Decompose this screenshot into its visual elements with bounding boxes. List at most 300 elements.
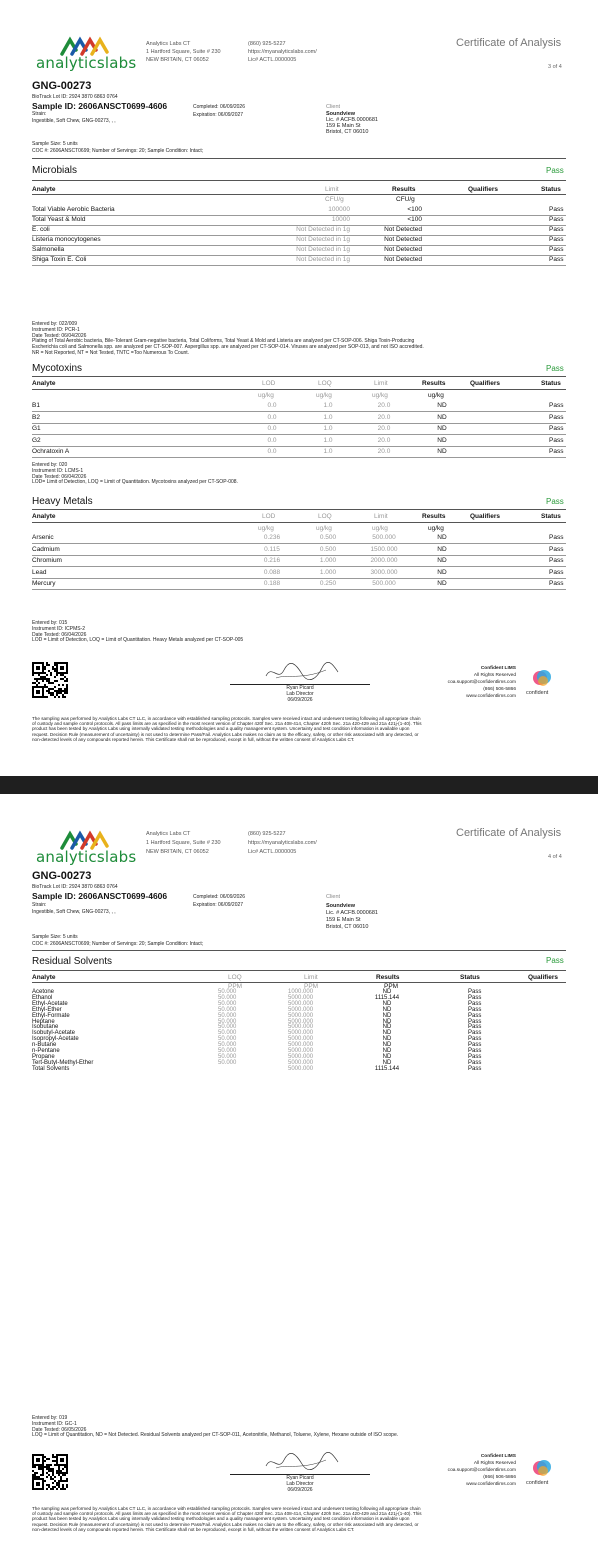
loq-value: 1.0 — [323, 448, 333, 455]
col-limit: Limit — [374, 380, 388, 387]
result-value: ND — [437, 580, 447, 587]
divider — [32, 376, 566, 377]
result-value: <100 — [407, 216, 422, 223]
client-address2: Bristol, CT 06010 — [326, 924, 369, 930]
status-value: Pass — [468, 1065, 482, 1072]
loq-value: 50.000 — [218, 1018, 237, 1025]
loq-value: 50.000 — [218, 989, 237, 995]
limit-value: 5000.000 — [288, 1012, 314, 1019]
status-value: Pass — [468, 994, 482, 1001]
disclaimer-line: The sampling was performed by Analytics Labs CT LLC, in accordance with established sampling protocols. Samples were received intact and underwent testing following all appropriate chain — [32, 1506, 421, 1511]
analyte-name: Listeria monocytogenes — [32, 236, 101, 243]
doc-title: Certificate of Analysis — [456, 37, 562, 49]
analyte-name: Total Viable Aerobic Bacteria — [32, 206, 115, 213]
note-line: Date Tested: 06/04/2026 — [32, 332, 87, 339]
analyte-name: Ethyl-Ether — [32, 1006, 62, 1013]
matrix-label: Ingestible, Soft Chew, GNG-00273, , , — [32, 118, 116, 124]
limit-value: 20.0 — [377, 425, 391, 432]
lims-email[interactable]: coa.support@confidentlims.com — [447, 1468, 516, 1473]
status-value: Pass — [468, 1036, 482, 1043]
logo-text: analyticslabs — [36, 54, 137, 72]
gng-id: GNG-00273 — [32, 870, 92, 882]
col-analyte: Analyte — [32, 974, 56, 981]
col-limit: Limit — [374, 513, 388, 520]
biotrack-lot: BioTrack Lot ID: 2924 3870 6863 0764 — [32, 94, 118, 100]
disclaimer-line: non-detected levels of any compounds reported herein. This Certificate shall not be reproduced, except in full, without the written consent of Analytics Labs CT. — [32, 736, 355, 742]
status-value: Pass — [468, 1018, 482, 1025]
row-divider — [32, 423, 566, 424]
result-value: ND — [382, 1000, 392, 1007]
residual-solvents-status: Pass — [546, 956, 564, 965]
loq-value: 50.000 — [218, 1036, 237, 1043]
row-divider — [32, 543, 566, 544]
loq-value: 0.500 — [319, 545, 337, 553]
lab-phone: (860) 925-5227 — [248, 41, 286, 47]
note-line: Entered by: 020 — [32, 462, 68, 468]
confident-logo-text: confident — [526, 690, 549, 696]
lab-name: Analytics Labs CT — [146, 41, 191, 47]
lab-license: Lic# ACTL.0000005 — [248, 849, 297, 855]
result-value: ND — [437, 402, 447, 409]
completed-date: Completed: 06/09/2026 — [193, 104, 245, 110]
unit-lod: ug/kg — [258, 525, 274, 532]
col-status: Status — [541, 513, 561, 520]
limit-value: 5000.000 — [288, 1006, 314, 1013]
signer-name: Ryan Picard — [286, 685, 314, 691]
matrix-label: Ingestible, Soft Chew, GNG-00273, , , — [32, 909, 116, 915]
status-value: Pass — [549, 216, 564, 223]
sample-id: Sample ID: 2606ANSCT0699-4606 — [32, 891, 168, 901]
col-limit: Limit — [325, 186, 339, 193]
page-label: 3 of 4 — [548, 64, 562, 70]
loq-value: 50.000 — [218, 1012, 237, 1019]
status-value: Pass — [549, 534, 564, 541]
lod-value: 0.236 — [263, 534, 281, 541]
note-line: Escherichia coli and Salmonella spp. are analyzed per CT-SOP-007. Aspergillus spp. are analyzed per CT-SOP-014. Viruses are analyzed per SOP-013, and not ISO accredited. — [32, 344, 424, 351]
loq-value: 1.000 — [319, 568, 337, 576]
result-value: Not Detected — [384, 246, 422, 253]
lab-url[interactable]: https://myanalyticslabs.com/ — [248, 840, 317, 846]
loq-value: 0.500 — [319, 534, 337, 541]
analyte-name: Ethanol — [32, 994, 53, 1001]
disclaimer-line: product has been tested by Analytics Labs using internally validated testing methodologies and a quality management system. Uncertainty and test condition information is available upon — [32, 1516, 410, 1522]
lab-name: Analytics Labs CT — [146, 831, 191, 837]
lims-line2: All Rights Reserved — [473, 1461, 516, 1466]
signer-title: Lab Director — [286, 691, 314, 697]
limit-value: 1000.000 — [288, 989, 314, 995]
limit-value: 1500.000 — [370, 545, 398, 553]
status-value: Pass — [549, 545, 564, 553]
limit-value: 500.000 — [372, 534, 396, 541]
analyte-name: G1 — [32, 425, 41, 432]
result-value: Not Detected — [384, 236, 422, 243]
unit-results: ug/kg — [428, 392, 444, 399]
analyte-name: G2 — [32, 436, 41, 444]
limit-value: 20.0 — [377, 413, 391, 421]
lims-website[interactable]: www.confidentlims.com — [466, 694, 516, 699]
lab-url[interactable]: https://myanalyticslabs.com/ — [248, 49, 317, 55]
loq-value: 50.000 — [218, 1030, 237, 1037]
col-limit: Limit — [304, 974, 318, 981]
heavy-metals-title: Heavy Metals — [32, 496, 93, 507]
signature-icon — [262, 660, 342, 684]
loq-value: 50.000 — [218, 1024, 237, 1031]
limit-value: 100000 — [328, 206, 350, 213]
expiration-date: Expiration: 06/09/2027 — [193, 902, 244, 908]
gng-id: GNG-00273 — [32, 80, 92, 92]
analyte-name: Lead — [32, 568, 47, 576]
col-qualifiers: Qualifiers — [470, 380, 500, 387]
analyte-name: Arsenic — [32, 534, 54, 541]
result-value: ND — [382, 1042, 392, 1049]
analyte-name: Heptane — [32, 1018, 55, 1025]
lab-address1: 1 Hartford Square, Suite # 230 — [146, 840, 221, 846]
note-line: Date Tested: 06/04/2026 — [32, 473, 87, 480]
loq-value: 50.000 — [218, 1053, 237, 1060]
note-line: Plating of Total Aerobic bacteria, Bile-Tolerant Gram-negative bacteria, Total Coliforms, Total Yeast & Mold and Listeria are analyzed per CT-SOP-006. Shiga Toxin-Producing — [32, 338, 415, 345]
note-line: Date Tested: 06/05/2026 — [32, 1426, 87, 1433]
result-value: ND — [382, 1059, 392, 1066]
limit-value: 500.000 — [372, 580, 396, 587]
page-label: 4 of 4 — [548, 854, 562, 860]
col-analyte: Analyte — [32, 380, 56, 387]
status-value: Pass — [549, 425, 564, 432]
analyte-name: Shiga Toxin E. Coli — [32, 256, 87, 263]
limit-value: 5000.000 — [288, 1030, 314, 1037]
residual-solvents-title: Residual Solvents — [32, 956, 113, 967]
status-value: Pass — [468, 1042, 482, 1049]
client-address2: Bristol, CT 06010 — [326, 129, 369, 135]
col-lod: LOD — [262, 380, 276, 387]
microbials-status: Pass — [546, 166, 564, 175]
unit-lod: ug/kg — [258, 392, 274, 399]
confident-logo-icon — [532, 668, 552, 688]
lab-license: Lic# ACTL.0000005 — [248, 57, 297, 63]
result-value: <100 — [407, 206, 422, 213]
note-line: NR = Not Reported, NT = Not Tested, TNTC =Too Numerous To Count. — [32, 350, 190, 356]
client-license: Lic. # ACFB.0000681 — [326, 910, 378, 916]
analyte-name: Mercury — [32, 580, 56, 587]
client-name: Soundview — [326, 111, 356, 117]
limit-value: 20.0 — [377, 448, 391, 455]
row-divider — [32, 578, 566, 579]
disclaimer-line: request. Decision Rule (measurement of uncertainty) is not used to determine Pass/Fail. Analytics Labs makes no claim as to the efficacy, safety, or other risk associated with any detected, or — [32, 1521, 419, 1527]
loq-value: 1.000 — [319, 557, 337, 564]
col-status: Status — [460, 974, 480, 981]
note-line: LOD= Limit of Detection, LOQ = Limit of Quantitation. Mycotoxins analyzed per CT-SOP-008. — [32, 479, 238, 486]
unit-results: PPM — [384, 983, 399, 990]
disclaimer-line: request. Decision Rule (measurement of uncertainty) is not used to determine Pass/Fail. Analytics Labs makes no claim as to the efficacy, safety, or other risk associated with any detected, or — [32, 731, 419, 737]
analyte-name: Ethyl-Acetate — [32, 1000, 68, 1007]
unit-loq: PPM — [228, 983, 243, 990]
col-results: Results — [422, 513, 446, 520]
status-value: Pass — [468, 1059, 482, 1066]
lims-website[interactable]: www.confidentlims.com — [466, 1482, 516, 1487]
col-qualifiers: Qualifiers — [468, 186, 498, 193]
analyticslabs-logo-icon — [60, 830, 110, 850]
note-line: Date Tested: 06/04/2026 — [32, 631, 87, 638]
col-loq: LOQ — [318, 380, 332, 387]
analyte-name: E. coli — [32, 226, 50, 233]
unit-results: CFU/g — [396, 196, 415, 203]
unit-limit: CFU/g — [325, 196, 344, 203]
status-value: Pass — [468, 1012, 482, 1019]
logo-text: analyticslabs — [36, 848, 137, 866]
lims-email[interactable]: coa.support@confidentlims.com — [447, 680, 516, 685]
row-divider — [32, 589, 566, 590]
col-loq: LOQ — [318, 513, 332, 520]
divider — [32, 194, 566, 195]
row-divider — [32, 434, 566, 435]
lod-value: 0.0 — [267, 402, 277, 409]
result-value: ND — [382, 989, 392, 995]
analyte-name: Tert-Butyl-Methyl-Ether — [32, 1059, 94, 1066]
col-results: Results — [422, 380, 446, 387]
divider — [32, 982, 566, 983]
status-value: Pass — [549, 557, 564, 564]
analyte-name: B1 — [32, 402, 40, 409]
divider — [32, 970, 566, 971]
limit-value: 10000 — [331, 216, 350, 223]
disclaimer-line: of custody and sample control protocols. All pass limits are as specified in the most recent version of Chapter 420f Sec. 21a 408-414, Chapter 420h Sec. 21a 420-429 and 21a 421j-(1-40). This — [32, 1511, 422, 1517]
result-value: Not Detected — [384, 226, 422, 233]
divider — [32, 509, 566, 510]
client-address1: 159 E Main St — [326, 917, 361, 923]
qr-code-icon[interactable] — [32, 662, 68, 698]
loq-value: 50.000 — [218, 1059, 237, 1066]
sample-size: Sample Size: 5 units — [32, 141, 78, 147]
unit-limit: PPM — [304, 983, 319, 990]
analyte-name: Ochratoxin A — [32, 448, 70, 455]
lod-value: 0.0 — [267, 436, 277, 444]
divider — [32, 522, 566, 523]
note-line: Instrument ID: ICPMS-2 — [32, 625, 86, 632]
result-value: 1115.144 — [374, 994, 400, 1001]
biotrack-lot: BioTrack Lot ID: 2924 3870 6863 0764 — [32, 884, 118, 890]
result-value: ND — [437, 557, 447, 564]
lims-line1: Confident LIMS — [480, 666, 516, 671]
limit-value: 5000.000 — [288, 1053, 314, 1060]
loq-value: 1.0 — [323, 436, 333, 444]
row-divider — [32, 411, 566, 412]
limit-value: 5000.000 — [288, 1065, 314, 1072]
coc-line: COC #: 2606ANSCT0699; Number of Servings: 20; Sample Condition: Intact; — [32, 148, 204, 154]
analyte-name: Total Solvents — [32, 1065, 70, 1072]
loq-value: 50.000 — [218, 1000, 237, 1007]
note-line: Instrument ID: PCR-1 — [32, 326, 80, 333]
status-value: Pass — [549, 448, 564, 455]
limit-value: 5000.000 — [288, 1042, 314, 1049]
limit-value: Not Detected in 1g — [296, 256, 350, 263]
analyte-name: n-Butane — [32, 1042, 57, 1049]
limit-value: 5000.000 — [288, 1048, 314, 1054]
status-value: Pass — [549, 226, 564, 233]
col-qualifiers: Qualifiers — [528, 974, 558, 981]
status-value: Pass — [468, 1000, 482, 1007]
strain-label: Strain: — [32, 902, 47, 908]
disclaimer-line: non-detected levels of any compounds reported herein. This Certificate shall not be reproduced, except in full, without the written consent of Analytics Labs CT. — [32, 1526, 355, 1532]
status-value: Pass — [468, 1030, 482, 1037]
lod-value: 0.115 — [264, 545, 280, 553]
signer-title: Lab Director — [286, 1481, 314, 1487]
status-value: Pass — [549, 236, 564, 243]
confident-logo-text: confident — [526, 1480, 549, 1486]
page-separator — [0, 776, 598, 794]
divider — [32, 950, 566, 951]
limit-value: Not Detected in 1g — [296, 246, 350, 253]
mycotoxins-title: Mycotoxins — [32, 363, 83, 374]
lims-phone: (866) 506-5866 — [483, 687, 516, 692]
row-divider — [32, 566, 566, 567]
loq-value: 1.0 — [323, 413, 333, 421]
divider — [32, 180, 566, 181]
note-line: Entered by: 019 — [32, 1415, 68, 1421]
col-loq: LOQ — [228, 974, 242, 981]
analyte-name: Acetone — [32, 989, 55, 995]
result-value: ND — [437, 568, 447, 576]
status-value: Pass — [549, 413, 564, 421]
analyticslabs-logo-icon — [60, 36, 110, 56]
analyte-name: Total Yeast & Mold — [32, 216, 86, 223]
limit-value: 5000.000 — [288, 1018, 314, 1025]
limit-value: 20.0 — [377, 402, 391, 409]
signer-name: Ryan Picard — [286, 1475, 314, 1481]
result-value: ND — [437, 413, 447, 421]
result-value: ND — [437, 534, 447, 541]
result-value: ND — [382, 1053, 392, 1060]
loq-value: 0.250 — [319, 580, 337, 587]
completed-date: Completed: 06/09/2026 — [193, 894, 245, 900]
note-line: Instrument ID: LCMS-1 — [32, 467, 84, 474]
limit-value: 5000.000 — [288, 1000, 314, 1007]
expiration-date: Expiration: 06/09/2027 — [193, 112, 244, 118]
limit-value: Not Detected in 1g — [296, 226, 350, 233]
lims-line2: All Rights Reserved — [473, 673, 516, 678]
result-value: ND — [382, 1024, 392, 1031]
unit-limit: ug/kg — [372, 392, 388, 399]
status-value: Pass — [549, 206, 564, 213]
analyte-name: Salmonella — [32, 246, 65, 253]
status-value: Pass — [468, 989, 482, 995]
analyte-name: Cadmium — [32, 545, 60, 553]
col-qualifiers: Qualifiers — [470, 513, 500, 520]
strain-label: Strain: — [32, 111, 47, 117]
row-divider — [32, 446, 566, 447]
limit-value: 2000.000 — [370, 557, 398, 564]
client-label: Client — [326, 894, 341, 900]
lab-phone: (860) 925-5227 — [248, 831, 286, 837]
coa-page-3 — [0, 0, 598, 776]
result-value: ND — [382, 1036, 392, 1043]
note-line: LOD = Limit of Detection, LOQ = Limit of Quantitation. Heavy Metals analyzed per CT-SOP-005 — [32, 637, 244, 644]
result-value: ND — [382, 1030, 392, 1037]
analyte-name: Isopropyl-Acetate — [32, 1036, 79, 1043]
limit-value: 5000.000 — [288, 994, 314, 1001]
analyte-name: n-Pentane — [32, 1048, 60, 1054]
analyte-name: Propane — [32, 1053, 55, 1060]
limit-value: 5000.000 — [288, 1059, 314, 1066]
result-value: Not Detected — [384, 256, 422, 263]
note-line: LOQ = Limit of Quantitation, ND = Not Detected. Residual Solvents analyzed per CT-SOP-011, Acetonitrile, Methanol, Toluene, Xylene, Hexane outside of ISO scope. — [32, 1432, 399, 1439]
row-divider — [32, 555, 566, 556]
result-value: ND — [437, 545, 447, 553]
row-divider — [32, 457, 566, 458]
status-value: Pass — [549, 580, 564, 587]
divider — [32, 158, 566, 159]
disclaimer-line: of custody and sample control protocols. All pass limits are as specified in the most recent version of Chapter 420f Sec. 21a 408-414, Chapter 420h Sec. 21a 420-429 and 21a 421j-(1-40). This — [32, 721, 422, 727]
sample-id: Sample ID: 2606ANSCT0699-4606 — [32, 101, 168, 111]
status-value: Pass — [468, 1053, 482, 1060]
loq-value: 50.000 — [218, 1042, 237, 1049]
status-value: Pass — [468, 1024, 482, 1031]
lod-value: 0.188 — [263, 580, 281, 587]
lod-value: 0.216 — [263, 557, 281, 564]
lod-value: 0.0 — [267, 425, 277, 432]
status-value: Pass — [549, 436, 564, 444]
mycotoxins-status: Pass — [546, 364, 564, 373]
result-value: ND — [437, 425, 447, 432]
client-label: Client — [326, 104, 341, 110]
result-value: ND — [437, 436, 447, 444]
col-lod: LOD — [262, 513, 276, 520]
status-value: Pass — [549, 256, 564, 263]
lab-address2: NEW BRITAIN, CT 06052 — [146, 849, 209, 855]
limit-value: 5000.000 — [288, 1036, 314, 1043]
limit-value: 20.0 — [377, 436, 391, 444]
doc-title: Certificate of Analysis — [456, 827, 562, 839]
lab-address1: 1 Hartford Square, Suite # 230 — [146, 49, 221, 55]
result-value: ND — [437, 448, 447, 455]
col-status: Status — [541, 186, 561, 193]
client-license: Lic. # ACFB.0000681 — [326, 117, 378, 123]
heavy-metals-status: Pass — [546, 497, 564, 506]
qr-code-icon[interactable] — [32, 1454, 68, 1490]
lod-value: 0.0 — [267, 448, 277, 455]
coa-page-4 — [0, 794, 598, 1568]
status-value: Pass — [468, 1048, 482, 1054]
status-value: Pass — [549, 568, 564, 576]
divider — [32, 389, 566, 390]
client-name: Soundview — [326, 903, 356, 909]
analyte-name: Ethyl-Formate — [32, 1012, 70, 1019]
col-results: Results — [392, 186, 416, 193]
note-line: Entered by: 022/009 — [32, 321, 78, 327]
loq-value: 50.000 — [218, 1006, 237, 1013]
client-address1: 159 E Main St — [326, 123, 361, 129]
col-analyte: Analyte — [32, 186, 56, 193]
lod-value: 0.0 — [267, 413, 277, 421]
confident-logo-icon — [532, 1458, 552, 1478]
loq-value: 50.000 — [218, 1048, 237, 1054]
col-analyte: Analyte — [32, 513, 56, 520]
result-value: ND — [382, 1048, 392, 1054]
result-value: ND — [382, 1018, 392, 1025]
signature-date: 06/09/2026 — [287, 697, 313, 703]
analyte-name: Chromium — [32, 557, 62, 564]
lod-value: 0.088 — [263, 568, 281, 576]
limit-value: Not Detected in 1g — [296, 236, 350, 243]
lims-line1: Confident LIMS — [480, 1454, 516, 1459]
signature-icon — [262, 1450, 342, 1474]
status-value: Pass — [549, 402, 564, 409]
result-value: 1115.144 — [374, 1065, 400, 1072]
status-value: Pass — [549, 246, 564, 253]
signature-date: 06/09/2026 — [287, 1487, 313, 1493]
col-results: Results — [376, 974, 400, 981]
microbials-title: Microbials — [32, 165, 78, 176]
result-value: ND — [382, 1006, 392, 1013]
note-line: Instrument ID: GC-1 — [32, 1420, 77, 1427]
